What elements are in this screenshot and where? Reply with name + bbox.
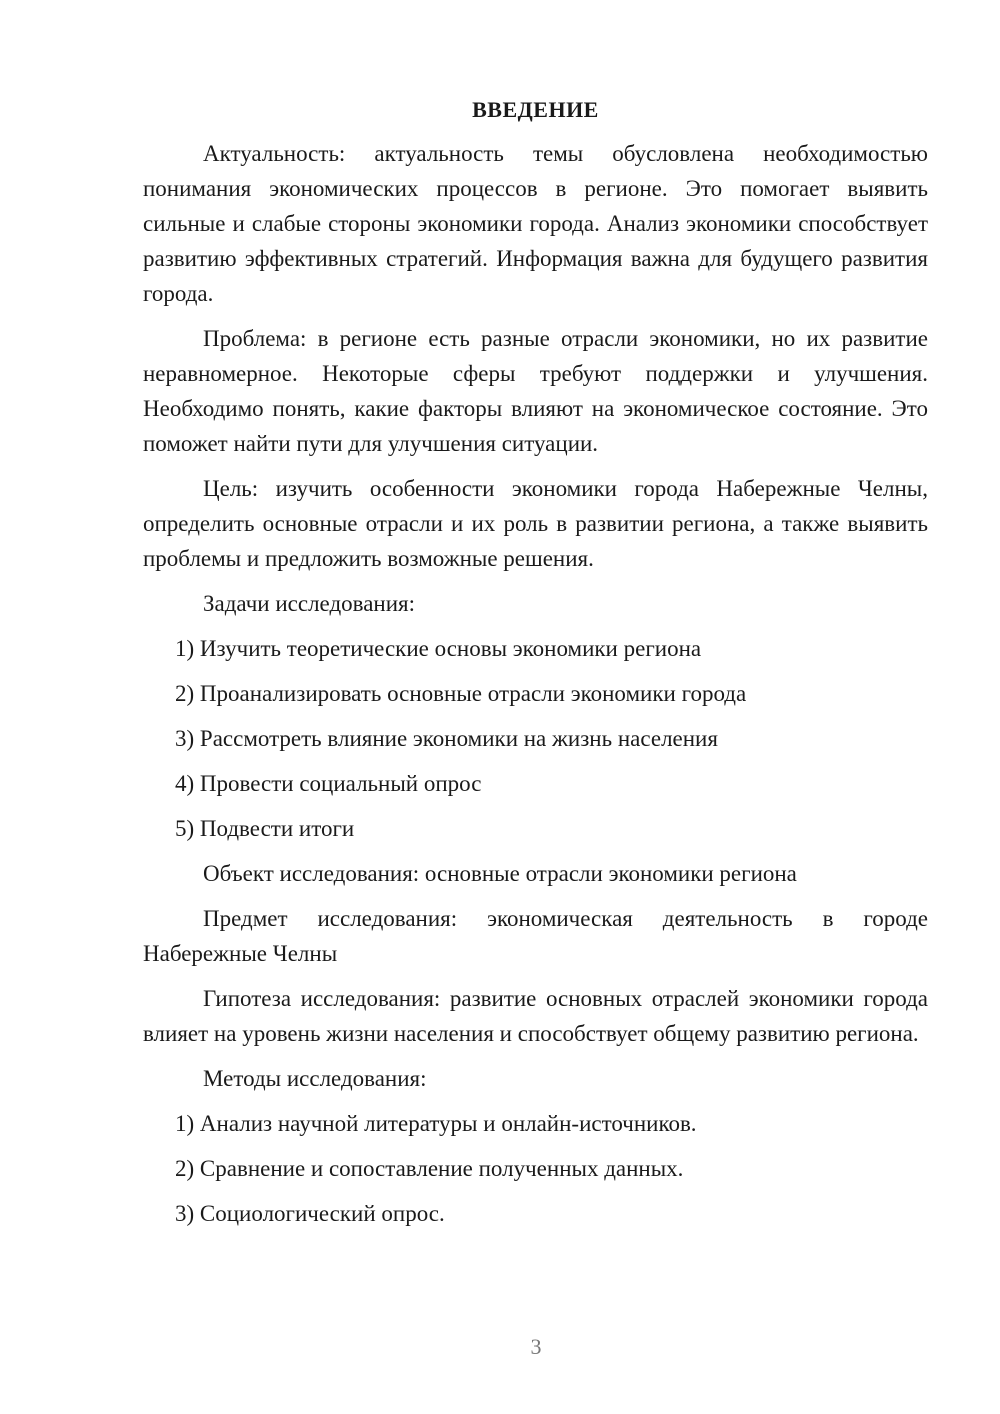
document-page xyxy=(143,96,928,1241)
methods-heading: Методы исследования: xyxy=(203,1066,427,1091)
methods-list xyxy=(143,1106,928,1231)
section-title: ВВЕДЕНИЕ xyxy=(472,97,599,122)
relevance-paragraph: Актуальность: актуальность темы обусловлена необходимостью понимания экономических процессов в регионе. Это помогает выявить сильные и слабые стороны экономики города. Анализ экономики способствует развитию эффективных стратегий. Информация важна для будущего развития города. xyxy=(143,141,928,306)
list-item: 3) Социологический опрос. xyxy=(175,1201,445,1226)
list-item: 2) Проанализировать основные отрасли экономики города xyxy=(175,681,747,706)
list-item: 4) Провести социальный опрос xyxy=(175,771,482,796)
list-item: 1) Анализ научной литературы и онлайн-источников. xyxy=(175,1111,697,1136)
list-item: 1) Изучить теоретические основы экономики региона xyxy=(175,636,702,661)
list-item: 2) Сравнение и сопоставление полученных данных. xyxy=(175,1156,684,1181)
subject-paragraph: Предмет исследования: экономическая деятельность в городе Набережные Челны xyxy=(143,906,928,966)
hypothesis-paragraph: Гипотеза исследования: развитие основных отраслей экономики города влияет на уровень жизни населения и способствует общему развитию региона. xyxy=(143,986,928,1046)
tasks-list xyxy=(143,631,928,846)
list-item: 3) Рассмотреть влияние экономики на жизнь населения xyxy=(175,726,718,751)
goal-paragraph: Цель: изучить особенности экономики города Набережные Челны, определить основные отрасли и их роль в развитии региона, а также выявить проблемы и предложить возможные решения. xyxy=(143,476,928,571)
tasks-heading: Задачи исследования: xyxy=(203,591,416,616)
page-number: 3 xyxy=(530,1334,542,1359)
problem-paragraph: Проблема: в регионе есть разные отрасли экономики, но их развитие неравномерное. Некоторые сферы требуют поддержки и улучшения. Необходимо понять, какие факторы влияют на экономическое состояние. Это поможет найти пути для улучшения ситуации. xyxy=(143,326,928,456)
list-item: 5) Подвести итоги xyxy=(175,816,355,841)
object-paragraph: Объект исследования: основные отрасли экономики региона xyxy=(203,861,797,886)
